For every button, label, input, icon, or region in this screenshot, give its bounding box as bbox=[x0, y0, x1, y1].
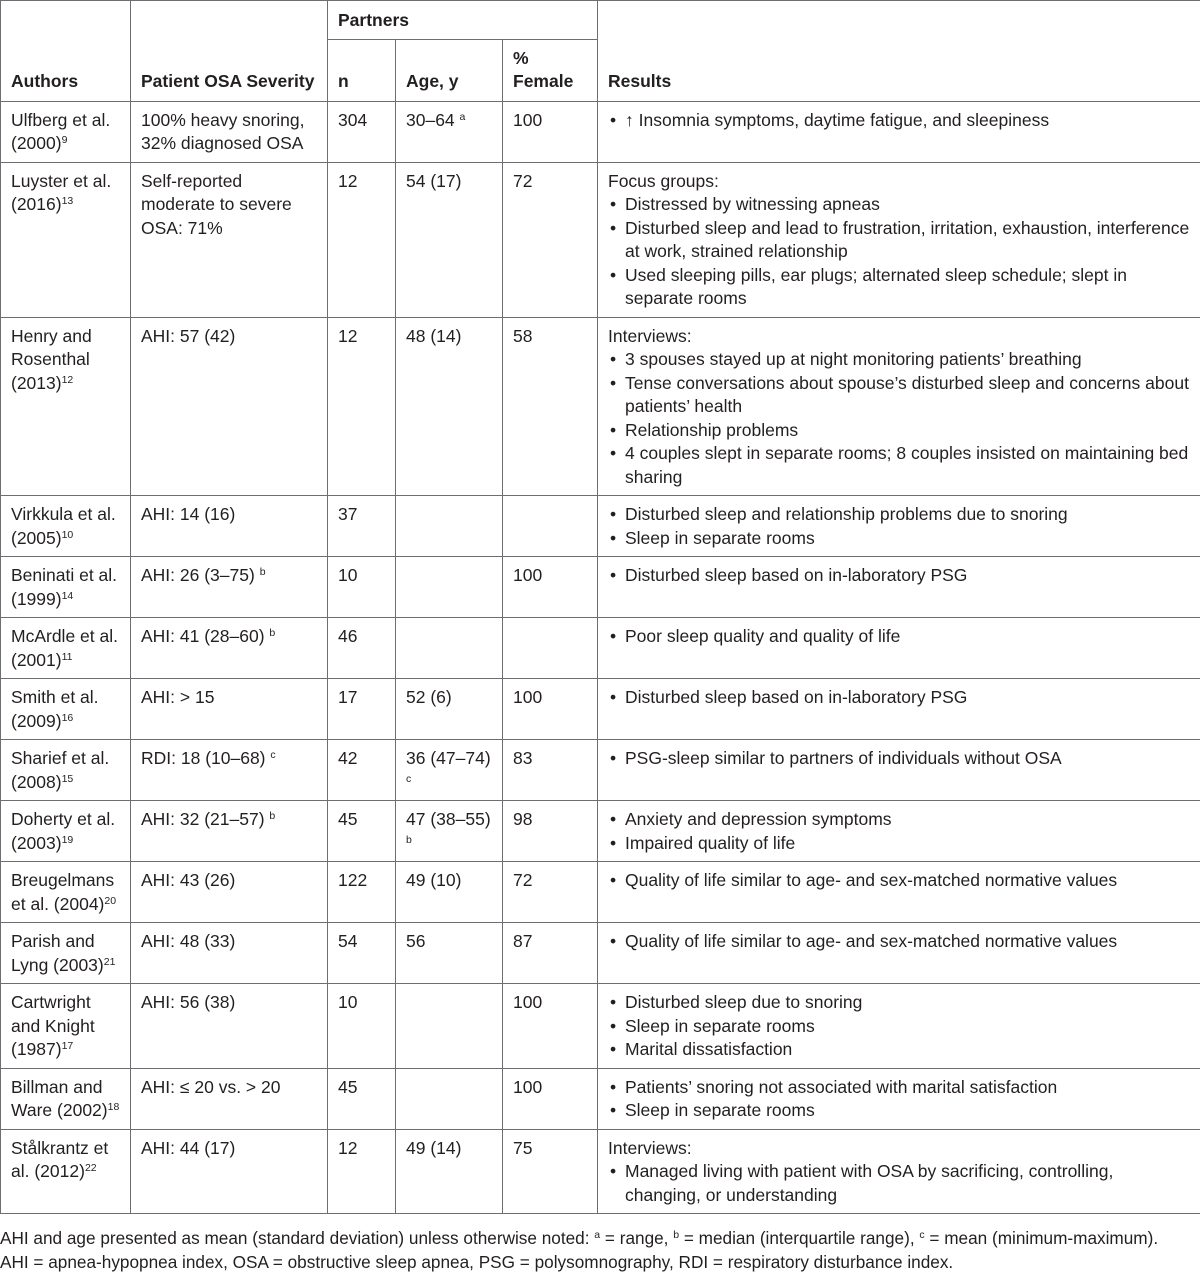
reference-number: 16 bbox=[62, 712, 74, 724]
partner-female-cell bbox=[503, 618, 598, 679]
header-severity: Patient OSA Severity bbox=[131, 1, 328, 102]
footnote-line-1 bbox=[0, 1226, 1200, 1250]
partner-age-cell bbox=[396, 740, 503, 801]
partner-female-cell bbox=[503, 496, 598, 557]
severity-cell bbox=[131, 679, 328, 740]
partner-n-cell: 37 bbox=[328, 496, 396, 557]
severity-footnote-mark: c bbox=[270, 749, 275, 761]
severity-text: RDI: 18 (10–68) bbox=[141, 748, 266, 768]
results-list bbox=[608, 109, 1190, 133]
severity-text: AHI: 26 (3–75) bbox=[141, 565, 255, 585]
table-row bbox=[1, 679, 1200, 740]
results-list bbox=[608, 808, 1190, 855]
severity-cell bbox=[131, 1068, 328, 1129]
severity-cell bbox=[131, 740, 328, 801]
table-footnote bbox=[0, 1226, 1200, 1274]
severity-cell bbox=[131, 862, 328, 923]
severity-text: AHI: 44 (17) bbox=[141, 1138, 235, 1158]
footnote-text-c: = mean (minimum-maximum). bbox=[925, 1228, 1159, 1248]
partner-age-cell bbox=[396, 1129, 503, 1214]
author-cell bbox=[1, 496, 131, 557]
age-text: 52 (6) bbox=[406, 687, 452, 707]
author-name: Parish and Lyng (2003) bbox=[11, 931, 104, 975]
table-row bbox=[1, 162, 1200, 317]
author-name: Doherty et al. (2003) bbox=[11, 809, 115, 853]
result-item: • Disturbed sleep and lead to frustration, irritation, exhaustion, interference at work, strained relationship bbox=[608, 217, 1190, 264]
footnote-mark-a: a bbox=[594, 1229, 600, 1241]
age-text: 36 (47–74) bbox=[406, 748, 491, 768]
table-row bbox=[1, 101, 1200, 162]
age-text: 30–64 bbox=[406, 110, 455, 130]
severity-cell bbox=[131, 801, 328, 862]
footnote-mark-b: b bbox=[673, 1229, 679, 1241]
reference-number: 12 bbox=[62, 374, 74, 386]
partner-n-cell: 45 bbox=[328, 801, 396, 862]
table-row bbox=[1, 1129, 1200, 1214]
reference-number: 14 bbox=[62, 590, 74, 602]
reference-number: 11 bbox=[62, 651, 73, 663]
partner-female-cell: 75 bbox=[503, 1129, 598, 1214]
author-name: Smith et al. (2009) bbox=[11, 687, 99, 731]
author-cell bbox=[1, 162, 131, 317]
result-item: • Quality of life similar to age- and sex-matched normative values bbox=[608, 869, 1190, 893]
header-results: Results bbox=[598, 1, 1200, 102]
result-item: • Distressed by witnessing apneas bbox=[608, 193, 1190, 217]
partner-n-cell: 122 bbox=[328, 862, 396, 923]
author-name: Stålkrantz et al. (2012) bbox=[11, 1138, 108, 1182]
result-item: • Managed living with patient with OSA by sacrificing, controlling, changing, or understanding bbox=[608, 1160, 1190, 1207]
reference-number: 18 bbox=[108, 1101, 120, 1113]
result-item: • Used sleeping pills, ear plugs; alternated sleep schedule; slept in separate rooms bbox=[608, 264, 1190, 311]
partner-n-cell: 17 bbox=[328, 679, 396, 740]
severity-text: 100% heavy snoring, 32% diagnosed OSA bbox=[141, 110, 304, 154]
reference-number: 9 bbox=[62, 134, 68, 146]
severity-footnote-mark: b bbox=[260, 566, 266, 578]
severity-text: Self-reported moderate to severe OSA: 71% bbox=[141, 171, 292, 238]
age-footnote-mark: a bbox=[460, 111, 466, 123]
partner-female-cell: 58 bbox=[503, 317, 598, 496]
result-item: • Patients’ snoring not associated with marital satisfaction bbox=[608, 1076, 1190, 1100]
result-item: • Sleep in separate rooms bbox=[608, 1015, 1190, 1039]
author-cell bbox=[1, 740, 131, 801]
results-cell bbox=[598, 317, 1200, 496]
severity-text: AHI: 43 (26) bbox=[141, 870, 235, 890]
results-list bbox=[608, 930, 1190, 954]
results-list bbox=[608, 869, 1190, 893]
result-item: • Poor sleep quality and quality of life bbox=[608, 625, 1190, 649]
header-female: % Female bbox=[503, 39, 598, 101]
severity-text: AHI: 56 (38) bbox=[141, 992, 235, 1012]
footnote-lead: AHI and age presented as mean (standard deviation) unless otherwise noted: bbox=[0, 1228, 594, 1248]
result-item: • Disturbed sleep due to snoring bbox=[608, 991, 1190, 1015]
author-cell bbox=[1, 101, 131, 162]
reference-number: 21 bbox=[104, 956, 116, 968]
severity-cell bbox=[131, 317, 328, 496]
author-name: Breugelmans et al. (2004) bbox=[11, 870, 114, 914]
partner-female-cell: 100 bbox=[503, 557, 598, 618]
reference-number: 19 bbox=[62, 834, 74, 846]
author-name: Henry and Rosenthal (2013) bbox=[11, 326, 92, 393]
results-cell bbox=[598, 557, 1200, 618]
results-heading: Interviews: bbox=[608, 325, 1190, 349]
result-item: • Impaired quality of life bbox=[608, 832, 1190, 856]
results-heading: Interviews: bbox=[608, 1137, 1190, 1161]
author-cell bbox=[1, 1068, 131, 1129]
footnote-text-b: = median (interquartile range), bbox=[679, 1228, 919, 1248]
author-name: Billman and Ware (2002) bbox=[11, 1077, 108, 1121]
results-cell bbox=[598, 679, 1200, 740]
partner-n-cell: 46 bbox=[328, 618, 396, 679]
results-cell bbox=[598, 801, 1200, 862]
reference-number: 20 bbox=[104, 895, 116, 907]
result-item: • 4 couples slept in separate rooms; 8 couples insisted on maintaining bed sharing bbox=[608, 442, 1190, 489]
severity-text: AHI: 48 (33) bbox=[141, 931, 235, 951]
author-name: Virkkula et al. (2005) bbox=[11, 504, 116, 548]
severity-text: AHI: ≤ 20 vs. > 20 bbox=[141, 1077, 280, 1097]
partner-female-cell: 100 bbox=[503, 1068, 598, 1129]
severity-cell bbox=[131, 984, 328, 1069]
results-cell bbox=[598, 984, 1200, 1069]
reference-number: 22 bbox=[85, 1162, 97, 1174]
partner-age-cell bbox=[396, 984, 503, 1069]
author-cell bbox=[1, 1129, 131, 1214]
severity-text: AHI: 14 (16) bbox=[141, 504, 235, 524]
partner-age-cell bbox=[396, 496, 503, 557]
results-cell bbox=[598, 862, 1200, 923]
severity-cell bbox=[131, 618, 328, 679]
table-row bbox=[1, 862, 1200, 923]
severity-cell bbox=[131, 557, 328, 618]
severity-text: AHI: 32 (21–57) bbox=[141, 809, 265, 829]
author-name: Ulfberg et al. (2000) bbox=[11, 110, 110, 154]
result-item: • Anxiety and depression symptoms bbox=[608, 808, 1190, 832]
results-list bbox=[608, 503, 1190, 550]
header-partners: Partners bbox=[328, 1, 598, 40]
results-list bbox=[608, 1076, 1190, 1123]
table-body bbox=[1, 101, 1200, 1214]
severity-text: AHI: 57 (42) bbox=[141, 326, 235, 346]
partner-age-cell bbox=[396, 679, 503, 740]
author-cell bbox=[1, 801, 131, 862]
results-cell bbox=[598, 101, 1200, 162]
result-item: • 3 spouses stayed up at night monitoring patients’ breathing bbox=[608, 348, 1190, 372]
age-text: 49 (14) bbox=[406, 1138, 461, 1158]
result-item: • Disturbed sleep and relationship problems due to snoring bbox=[608, 503, 1190, 527]
age-text: 56 bbox=[406, 931, 425, 951]
partner-n-cell: 45 bbox=[328, 1068, 396, 1129]
author-name: Cartwright and Knight (1987) bbox=[11, 992, 95, 1059]
footnote-text-a: = range, bbox=[600, 1228, 673, 1248]
result-item: • ↑ Insomnia symptoms, daytime fatigue, and sleepiness bbox=[608, 109, 1190, 133]
partner-n-cell: 12 bbox=[328, 162, 396, 317]
reference-number: 17 bbox=[62, 1040, 74, 1052]
partner-n-cell: 12 bbox=[328, 317, 396, 496]
table-row bbox=[1, 557, 1200, 618]
results-cell bbox=[598, 923, 1200, 984]
header-n: n bbox=[328, 39, 396, 101]
table-row bbox=[1, 317, 1200, 496]
age-footnote-mark: b bbox=[406, 834, 412, 846]
reference-number: 13 bbox=[62, 195, 74, 207]
results-cell bbox=[598, 1129, 1200, 1214]
result-item: • Sleep in separate rooms bbox=[608, 1099, 1190, 1123]
partner-age-cell bbox=[396, 1068, 503, 1129]
partner-female-cell: 72 bbox=[503, 862, 598, 923]
partner-n-cell: 42 bbox=[328, 740, 396, 801]
partner-n-cell: 304 bbox=[328, 101, 396, 162]
reference-number: 10 bbox=[62, 529, 74, 541]
author-cell bbox=[1, 984, 131, 1069]
author-cell bbox=[1, 618, 131, 679]
partner-age-cell bbox=[396, 101, 503, 162]
footnote-mark-c: c bbox=[919, 1229, 924, 1241]
table-row bbox=[1, 984, 1200, 1069]
age-text: 54 (17) bbox=[406, 171, 461, 191]
author-name: Beninati et al. (1999) bbox=[11, 565, 117, 609]
partner-female-cell: 87 bbox=[503, 923, 598, 984]
footnote-line-2: AHI = apnea-hypopnea index, OSA = obstructive sleep apnea, PSG = polysomnography, RDI = respiratory disturbance index. bbox=[0, 1250, 1200, 1274]
results-list bbox=[608, 686, 1190, 710]
author-cell bbox=[1, 923, 131, 984]
partner-age-cell bbox=[396, 557, 503, 618]
author-cell bbox=[1, 679, 131, 740]
results-cell bbox=[598, 1068, 1200, 1129]
result-item: • Disturbed sleep based on in-laboratory PSG bbox=[608, 564, 1190, 588]
partner-age-cell bbox=[396, 317, 503, 496]
result-item: • PSG-sleep similar to partners of individuals without OSA bbox=[608, 747, 1190, 771]
result-item: • Relationship problems bbox=[608, 419, 1190, 443]
result-item: • Sleep in separate rooms bbox=[608, 527, 1190, 551]
age-text: 49 (10) bbox=[406, 870, 461, 890]
table-row bbox=[1, 1068, 1200, 1129]
table-row bbox=[1, 923, 1200, 984]
partner-age-cell bbox=[396, 801, 503, 862]
results-cell bbox=[598, 740, 1200, 801]
results-cell bbox=[598, 162, 1200, 317]
results-cell bbox=[598, 618, 1200, 679]
results-cell bbox=[598, 496, 1200, 557]
severity-cell bbox=[131, 1129, 328, 1214]
severity-footnote-mark: b bbox=[269, 810, 275, 822]
partner-n-cell: 10 bbox=[328, 984, 396, 1069]
result-item: • Marital dissatisfaction bbox=[608, 1038, 1190, 1062]
partner-female-cell: 72 bbox=[503, 162, 598, 317]
severity-cell bbox=[131, 101, 328, 162]
partner-age-cell bbox=[396, 923, 503, 984]
results-list bbox=[608, 991, 1190, 1062]
results-list bbox=[608, 193, 1190, 311]
header-age: Age, y bbox=[396, 39, 503, 101]
result-item: • Disturbed sleep based on in-laboratory PSG bbox=[608, 686, 1190, 710]
author-cell bbox=[1, 317, 131, 496]
table-row bbox=[1, 496, 1200, 557]
table-header bbox=[1, 1, 1200, 102]
results-heading: Focus groups: bbox=[608, 170, 1190, 194]
partner-female-cell: 100 bbox=[503, 101, 598, 162]
severity-cell bbox=[131, 496, 328, 557]
result-item: • Quality of life similar to age- and sex-matched normative values bbox=[608, 930, 1190, 954]
severity-text: AHI: > 15 bbox=[141, 687, 214, 707]
header-authors: Authors bbox=[1, 1, 131, 102]
table-row bbox=[1, 801, 1200, 862]
partner-age-cell bbox=[396, 618, 503, 679]
partner-female-cell: 100 bbox=[503, 984, 598, 1069]
partner-age-cell bbox=[396, 162, 503, 317]
author-cell bbox=[1, 862, 131, 923]
partner-female-cell: 100 bbox=[503, 679, 598, 740]
results-list bbox=[608, 1160, 1190, 1207]
table-row bbox=[1, 740, 1200, 801]
severity-cell bbox=[131, 923, 328, 984]
age-text: 47 (38–55) bbox=[406, 809, 491, 829]
author-name: Luyster et al. (2016) bbox=[11, 171, 111, 215]
results-list bbox=[608, 625, 1190, 649]
table-row bbox=[1, 618, 1200, 679]
partner-n-cell: 12 bbox=[328, 1129, 396, 1214]
author-name: Sharief et al. (2008) bbox=[11, 748, 109, 792]
partner-n-cell: 54 bbox=[328, 923, 396, 984]
reference-number: 15 bbox=[62, 773, 74, 785]
author-name: McArdle et al. (2001) bbox=[11, 626, 118, 670]
partner-female-cell: 98 bbox=[503, 801, 598, 862]
author-cell bbox=[1, 557, 131, 618]
results-list bbox=[608, 348, 1190, 489]
partner-age-cell bbox=[396, 862, 503, 923]
age-footnote-mark: c bbox=[406, 773, 411, 785]
severity-footnote-mark: b bbox=[269, 627, 275, 639]
partner-n-cell: 10 bbox=[328, 557, 396, 618]
age-text: 48 (14) bbox=[406, 326, 461, 346]
results-list bbox=[608, 564, 1190, 588]
result-item: • Tense conversations about spouse’s disturbed sleep and concerns about patients’ health bbox=[608, 372, 1190, 419]
partner-female-cell: 83 bbox=[503, 740, 598, 801]
results-list bbox=[608, 747, 1190, 771]
severity-text: AHI: 41 (28–60) bbox=[141, 626, 265, 646]
severity-cell bbox=[131, 162, 328, 317]
